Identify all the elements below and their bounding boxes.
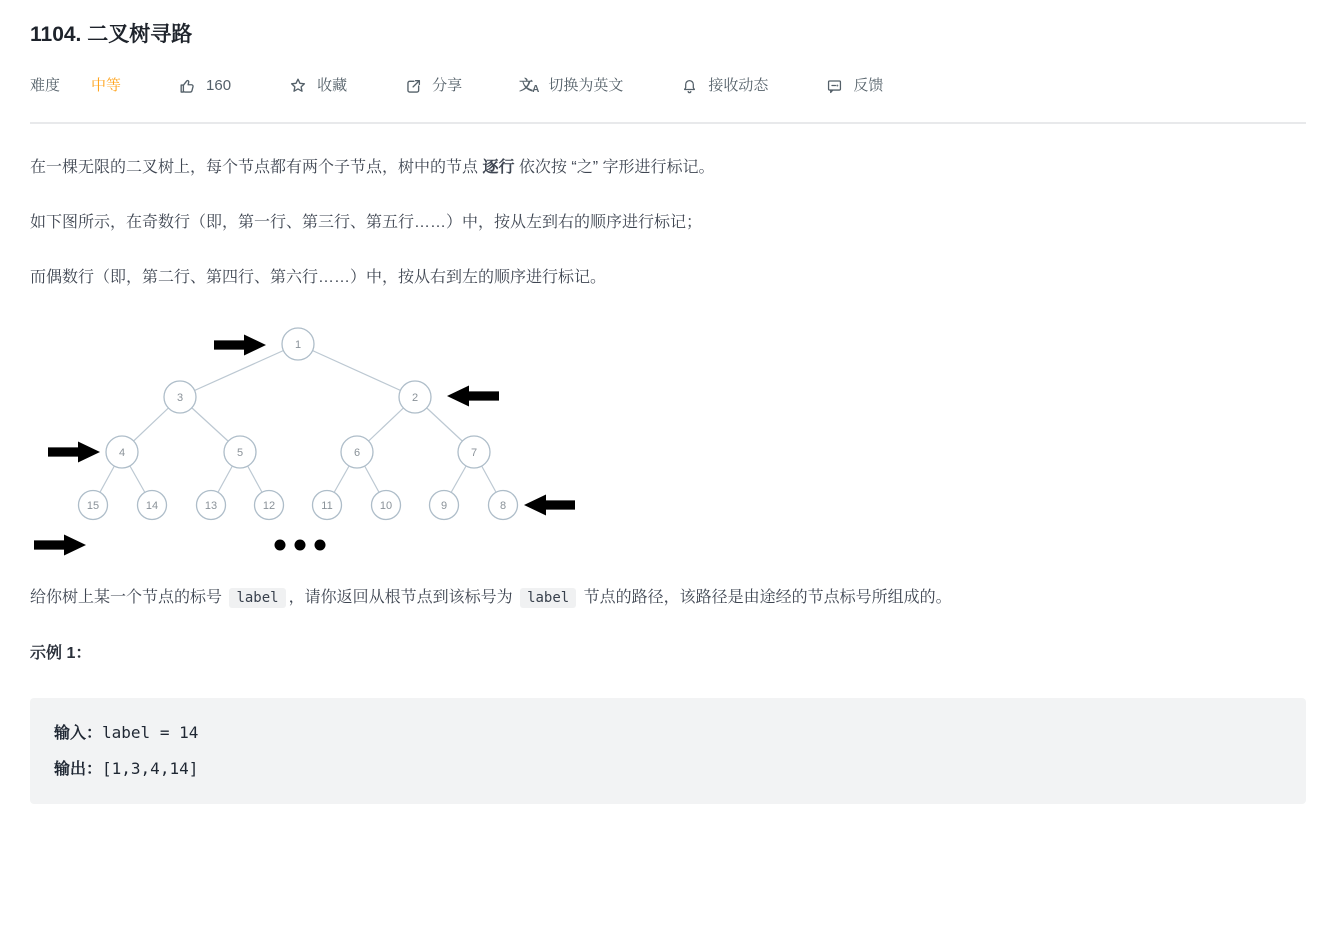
difficulty-group xyxy=(30,75,121,97)
svg-text:13: 13 xyxy=(204,499,218,512)
svg-text:7: 7 xyxy=(470,446,478,459)
feedback-icon xyxy=(825,77,844,96)
p4-text-2: ，请你返回从根节点到该标号为 xyxy=(288,589,518,606)
subscribe-label: 接收动态 xyxy=(708,77,769,94)
problem-description xyxy=(30,154,1306,804)
problem-title: 1104. 二叉树寻路 xyxy=(30,23,193,46)
problem-toolbar xyxy=(30,75,1306,97)
favorite-button[interactable] xyxy=(288,75,347,97)
switch-language-label: 切换为英文 xyxy=(548,77,624,94)
example-input-label: 输入： xyxy=(54,725,103,742)
p4-text-3: 节点的路径，该路径是由途经的节点标号所组成的。 xyxy=(579,589,952,606)
svg-text:12: 12 xyxy=(262,499,276,512)
p4-text-1: 给你树上某一个节点的标号 xyxy=(30,589,227,606)
svg-text:9: 9 xyxy=(440,499,448,512)
example-code-block xyxy=(30,698,1306,804)
inline-code-label-1: label xyxy=(229,588,285,608)
p1-text-after: 依次按 “之” 字形进行标记。 xyxy=(514,159,715,176)
feedback-button[interactable] xyxy=(825,75,883,97)
svg-text:8: 8 xyxy=(499,499,507,512)
favorite-label: 收藏 xyxy=(317,77,348,94)
p1-bold-text: 逐行 xyxy=(482,159,515,176)
star-icon xyxy=(288,76,308,96)
svg-text:5: 5 xyxy=(236,446,244,459)
translate-icon: 文 A xyxy=(519,76,540,95)
example-heading: 示例 1： xyxy=(30,645,92,662)
problem-page xyxy=(0,22,1334,930)
statement-paragraph-2: 如下图所示，在奇数行（即，第一行、第三行、第五行……）中，按从左到右的顺序进行标记； xyxy=(30,214,703,231)
switch-language-button[interactable] xyxy=(519,75,623,97)
like-count: 160 xyxy=(206,77,232,94)
like-button[interactable] xyxy=(178,75,231,97)
statement-paragraph-1 xyxy=(30,154,1306,181)
svg-text:10: 10 xyxy=(379,499,393,512)
feedback-label: 反馈 xyxy=(853,77,884,94)
tree-diagram xyxy=(30,322,575,572)
p1-text-before: 在一棵无限的二叉树上，每个节点都有两个子节点，树中的节点 xyxy=(30,159,483,176)
share-icon xyxy=(404,77,423,96)
tree-figure xyxy=(30,322,1306,572)
subscribe-button[interactable] xyxy=(680,75,768,97)
svg-text:2: 2 xyxy=(411,391,419,404)
svg-text:3: 3 xyxy=(176,391,184,404)
difficulty-value[interactable]: 中等 xyxy=(91,77,122,94)
svg-text:15: 15 xyxy=(86,499,100,512)
inline-code-label-2: label xyxy=(520,588,576,608)
divider xyxy=(30,122,1306,124)
svg-text:1: 1 xyxy=(294,338,302,351)
statement-paragraph-4 xyxy=(30,584,1306,612)
example-output-label: 输出： xyxy=(54,761,103,778)
statement-paragraph-3: 而偶数行（即，第二行、第四行、第六行……）中，按从右到左的顺序进行标记。 xyxy=(30,269,607,286)
difficulty-label: 难度 xyxy=(30,77,61,94)
example-input-value: label = 14 xyxy=(102,723,199,742)
svg-text:4: 4 xyxy=(118,446,126,459)
bell-icon xyxy=(680,77,699,96)
share-label: 分享 xyxy=(432,77,463,94)
svg-text:11: 11 xyxy=(321,499,333,512)
example-input-line xyxy=(54,715,1282,751)
svg-text:14: 14 xyxy=(145,499,159,512)
example-output-value: [1,3,4,14] xyxy=(102,759,199,778)
example-output-line xyxy=(54,751,1282,787)
thumbs-up-icon xyxy=(178,77,197,96)
share-button[interactable] xyxy=(404,75,462,97)
svg-text:6: 6 xyxy=(353,446,361,459)
